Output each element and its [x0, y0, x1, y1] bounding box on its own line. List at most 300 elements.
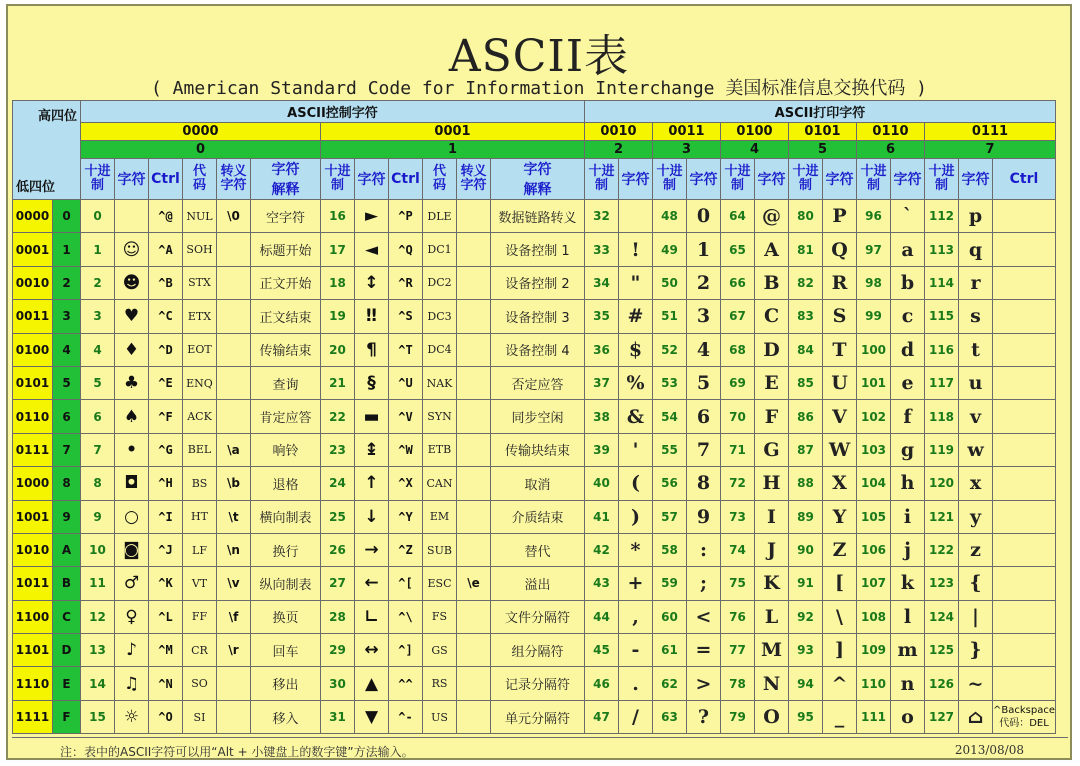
- high-hex-3: 3: [653, 141, 721, 159]
- print-char: D: [755, 333, 789, 366]
- col-label-char: 字符: [959, 159, 993, 200]
- print-dec: 80: [789, 200, 823, 233]
- print-char: l: [891, 600, 925, 633]
- ctrl-dec: 31: [321, 700, 355, 733]
- ctrl-desc: 响铃: [251, 433, 321, 466]
- high-bin-1: 0001: [321, 123, 585, 141]
- high-hex-5: 5: [789, 141, 857, 159]
- print-char: X: [823, 467, 857, 500]
- ctrl-code: NUL: [183, 200, 217, 233]
- ctrl-escape: [217, 366, 251, 399]
- col-label-char: 字符: [755, 159, 789, 200]
- ctrl-glyph: ☺: [115, 233, 149, 266]
- col-label-dec: 十进 制: [653, 159, 687, 200]
- low-hex: 3: [53, 300, 81, 333]
- print-char: ;: [687, 567, 721, 600]
- print-char: [619, 200, 653, 233]
- print-dec: 113: [925, 233, 959, 266]
- last-ctrl: [993, 200, 1056, 233]
- print-char: n: [891, 667, 925, 700]
- high-hex-6: 6: [857, 141, 925, 159]
- last-ctrl: [993, 600, 1056, 633]
- low-hex: 6: [53, 400, 81, 433]
- print-dec: 68: [721, 333, 755, 366]
- print-dec: 105: [857, 500, 891, 533]
- print-dec: 57: [653, 500, 687, 533]
- table-corner: [13, 101, 81, 200]
- print-dec: 58: [653, 533, 687, 566]
- col-label-desc: 字符 解释: [251, 159, 321, 200]
- corner-low-label: 低四位: [16, 180, 56, 195]
- print-dec: 70: [721, 400, 755, 433]
- ctrl-desc: 横向制表: [251, 500, 321, 533]
- page-title: ASCII表: [448, 31, 630, 82]
- ctrl-dec: 15: [81, 700, 115, 733]
- ctrl-code: ESC: [423, 567, 457, 600]
- print-dec: 52: [653, 333, 687, 366]
- ctrl-dec: 10: [81, 533, 115, 566]
- ctrl-dec: 8: [81, 467, 115, 500]
- print-char: Y: [823, 500, 857, 533]
- ctrl-escape: [217, 400, 251, 433]
- table-row: [13, 333, 1056, 366]
- low-hex: 4: [53, 333, 81, 366]
- print-char: .: [619, 667, 653, 700]
- print-char: 9: [687, 500, 721, 533]
- ctrl-glyph: ◙: [115, 533, 149, 566]
- print-dec: 75: [721, 567, 755, 600]
- print-char: u: [959, 366, 993, 399]
- ctrl-dec: 5: [81, 366, 115, 399]
- ctrl-dec: 6: [81, 400, 115, 433]
- ctrl-key: ^E: [149, 366, 183, 399]
- print-char: v: [959, 400, 993, 433]
- print-dec: 35: [585, 300, 619, 333]
- table-row: [13, 467, 1056, 500]
- col-label-desc: 字符 解释: [491, 159, 585, 200]
- ctrl-key: ^O: [149, 700, 183, 733]
- print-char: `: [891, 200, 925, 233]
- ctrl-key: ^B: [149, 266, 183, 299]
- ctrl-desc: 设备控制 4: [491, 333, 585, 366]
- ctrl-code: DLE: [423, 200, 457, 233]
- print-char: Q: [823, 233, 857, 266]
- low-bin: 1110: [13, 667, 53, 700]
- print-dec: 99: [857, 300, 891, 333]
- group-printable-label: ASCII打印字符: [585, 101, 1056, 123]
- ctrl-key: ^R: [389, 266, 423, 299]
- ctrl-key: ^I: [149, 500, 183, 533]
- ctrl-escape: [217, 667, 251, 700]
- ctrl-escape: \r: [217, 634, 251, 667]
- print-dec: 119: [925, 433, 959, 466]
- low-hex: C: [53, 600, 81, 633]
- print-dec: 43: [585, 567, 619, 600]
- print-char: &: [619, 400, 653, 433]
- ctrl-key: ^H: [149, 467, 183, 500]
- print-char: S: [823, 300, 857, 333]
- print-char: ): [619, 500, 653, 533]
- ctrl-escape: [457, 200, 491, 233]
- ctrl-glyph: ♪: [115, 634, 149, 667]
- print-dec: 36: [585, 333, 619, 366]
- ctrl-code: BS: [183, 467, 217, 500]
- low-bin: 0001: [13, 233, 53, 266]
- print-char: ': [619, 433, 653, 466]
- print-dec: 121: [925, 500, 959, 533]
- low-bin: 0100: [13, 333, 53, 366]
- ctrl-dec: 9: [81, 500, 115, 533]
- low-bin: 1001: [13, 500, 53, 533]
- last-ctrl: [993, 400, 1056, 433]
- print-dec: 55: [653, 433, 687, 466]
- print-dec: 79: [721, 700, 755, 733]
- ctrl-code: EOT: [183, 333, 217, 366]
- footer-date: 2013/08/08: [954, 743, 1024, 757]
- print-dec: 93: [789, 634, 823, 667]
- ctrl-key: ^P: [389, 200, 423, 233]
- ctrl-code: SUB: [423, 533, 457, 566]
- ctrl-key: ^M: [149, 634, 183, 667]
- ctrl-escape: [457, 433, 491, 466]
- low-bin: 1100: [13, 600, 53, 633]
- ctrl-code: RS: [423, 667, 457, 700]
- ctrl-escape: [457, 333, 491, 366]
- ctrl-dec: 16: [321, 200, 355, 233]
- print-dec: 107: [857, 567, 891, 600]
- ctrl-glyph: ▼: [355, 700, 389, 733]
- print-dec: 56: [653, 467, 687, 500]
- table-row: [13, 533, 1056, 566]
- low-bin: 1111: [13, 700, 53, 733]
- print-dec: 120: [925, 467, 959, 500]
- last-ctrl: [993, 233, 1056, 266]
- print-char: \: [823, 600, 857, 633]
- ctrl-key: ^-: [389, 700, 423, 733]
- ctrl-desc: 否定应答: [491, 366, 585, 399]
- footer-note: 注：表中的ASCII字符可以用“Alt + 小键盘上的数字键”方法输入。: [60, 745, 414, 759]
- last-ctrl: ^Backspace 代码：DEL: [993, 700, 1056, 733]
- ctrl-desc: 设备控制 3: [491, 300, 585, 333]
- print-char: o: [891, 700, 925, 733]
- ctrl-code: CR: [183, 634, 217, 667]
- high-hex-2: 2: [585, 141, 653, 159]
- table-row: [13, 567, 1056, 600]
- ctrl-escape: [457, 500, 491, 533]
- print-dec: 51: [653, 300, 687, 333]
- low-hex: 2: [53, 266, 81, 299]
- low-hex: B: [53, 567, 81, 600]
- ctrl-glyph: ↑: [355, 467, 389, 500]
- ctrl-code: FS: [423, 600, 457, 633]
- print-dec: 46: [585, 667, 619, 700]
- print-dec: 100: [857, 333, 891, 366]
- print-char: c: [891, 300, 925, 333]
- print-dec: 90: [789, 533, 823, 566]
- print-char: x: [959, 467, 993, 500]
- ctrl-glyph: §: [355, 366, 389, 399]
- ctrl-desc: 取消: [491, 467, 585, 500]
- print-dec: 49: [653, 233, 687, 266]
- print-char: [: [823, 567, 857, 600]
- ctrl-desc: 肯定应答: [251, 400, 321, 433]
- ctrl-desc: 溢出: [491, 567, 585, 600]
- ctrl-glyph: ♣: [115, 366, 149, 399]
- low-bin: 0011: [13, 300, 53, 333]
- low-hex: 8: [53, 467, 81, 500]
- ctrl-dec: 30: [321, 667, 355, 700]
- print-dec: 123: [925, 567, 959, 600]
- low-bin: 0010: [13, 266, 53, 299]
- print-char: =: [687, 634, 721, 667]
- ctrl-desc: 正文开始: [251, 266, 321, 299]
- print-char: ?: [687, 700, 721, 733]
- print-char: N: [755, 667, 789, 700]
- ctrl-escape: [457, 467, 491, 500]
- print-dec: 53: [653, 366, 687, 399]
- ctrl-key: ^K: [149, 567, 183, 600]
- print-dec: 86: [789, 400, 823, 433]
- ctrl-code: STX: [183, 266, 217, 299]
- print-dec: 60: [653, 600, 687, 633]
- table-row: [13, 366, 1056, 399]
- ctrl-glyph: ►: [355, 200, 389, 233]
- print-dec: 117: [925, 366, 959, 399]
- print-dec: 95: [789, 700, 823, 733]
- ctrl-escape: [217, 233, 251, 266]
- high-hex-7: 7: [925, 141, 1056, 159]
- ctrl-dec: 25: [321, 500, 355, 533]
- group-control-label: ASCII控制字符: [81, 101, 585, 123]
- print-char: R: [823, 266, 857, 299]
- ctrl-desc: 正文结束: [251, 300, 321, 333]
- col-label-char: 字符: [619, 159, 653, 200]
- print-char: d: [891, 333, 925, 366]
- print-char: 1: [687, 233, 721, 266]
- print-dec: 37: [585, 366, 619, 399]
- print-char: C: [755, 300, 789, 333]
- print-char: @: [755, 200, 789, 233]
- print-char: 0: [687, 200, 721, 233]
- print-char: E: [755, 366, 789, 399]
- ctrl-code: SYN: [423, 400, 457, 433]
- ctrl-key: ^J: [149, 533, 183, 566]
- print-char: 4: [687, 333, 721, 366]
- ctrl-dec: 17: [321, 233, 355, 266]
- ctrl-code: GS: [423, 634, 457, 667]
- low-hex: 7: [53, 433, 81, 466]
- print-char: ⌂: [959, 700, 993, 733]
- table-row: [13, 433, 1056, 466]
- ctrl-glyph: ♠: [115, 400, 149, 433]
- ctrl-glyph: ◄: [355, 233, 389, 266]
- print-char: ]: [823, 634, 857, 667]
- print-dec: 125: [925, 634, 959, 667]
- ctrl-desc: 设备控制 1: [491, 233, 585, 266]
- last-ctrl: [993, 333, 1056, 366]
- ctrl-glyph: ○: [115, 500, 149, 533]
- col-label-char: 字符: [891, 159, 925, 200]
- print-char: ,: [619, 600, 653, 633]
- ctrl-escape: \b: [217, 467, 251, 500]
- low-bin: 0000: [13, 200, 53, 233]
- table-row: [13, 300, 1056, 333]
- low-bin: 1010: [13, 533, 53, 566]
- ctrl-glyph: ◘: [115, 467, 149, 500]
- print-dec: 44: [585, 600, 619, 633]
- ctrl-code: DC3: [423, 300, 457, 333]
- ctrl-desc: 移入: [251, 700, 321, 733]
- ctrl-key: ^@: [149, 200, 183, 233]
- print-dec: 65: [721, 233, 755, 266]
- ctrl-dec: 28: [321, 600, 355, 633]
- col-label-dec: 十进 制: [925, 159, 959, 200]
- ctrl-code: FF: [183, 600, 217, 633]
- ctrl-glyph: ☼: [115, 700, 149, 733]
- high-hex-4: 4: [721, 141, 789, 159]
- print-dec: 82: [789, 266, 823, 299]
- ctrl-key: ^Z: [389, 533, 423, 566]
- high-bin-7: 0111: [925, 123, 1056, 141]
- ctrl-key: ^[: [389, 567, 423, 600]
- low-hex: 5: [53, 366, 81, 399]
- print-dec: 38: [585, 400, 619, 433]
- ctrl-dec: 22: [321, 400, 355, 433]
- print-char: M: [755, 634, 789, 667]
- print-dec: 62: [653, 667, 687, 700]
- ctrl-key: ^\: [389, 600, 423, 633]
- print-dec: 85: [789, 366, 823, 399]
- low-hex: F: [53, 700, 81, 733]
- print-dec: 122: [925, 533, 959, 566]
- print-dec: 114: [925, 266, 959, 299]
- print-char: ^: [823, 667, 857, 700]
- print-char: >: [687, 667, 721, 700]
- ctrl-key: ^N: [149, 667, 183, 700]
- ctrl-glyph: [115, 200, 149, 233]
- high-bin-6: 0110: [857, 123, 925, 141]
- print-dec: 66: [721, 266, 755, 299]
- ctrl-glyph: ∟: [355, 600, 389, 633]
- corner-high-label: 高四位: [37, 109, 77, 124]
- ctrl-code: SI: [183, 700, 217, 733]
- print-dec: 98: [857, 266, 891, 299]
- print-dec: 106: [857, 533, 891, 566]
- print-char: j: [891, 533, 925, 566]
- print-char: J: [755, 533, 789, 566]
- low-bin: 1011: [13, 567, 53, 600]
- print-dec: 42: [585, 533, 619, 566]
- print-char: *: [619, 533, 653, 566]
- ctrl-desc: 组分隔符: [491, 634, 585, 667]
- print-dec: 91: [789, 567, 823, 600]
- print-char: I: [755, 500, 789, 533]
- print-dec: 77: [721, 634, 755, 667]
- print-dec: 92: [789, 600, 823, 633]
- print-char: 7: [687, 433, 721, 466]
- ctrl-desc: 换页: [251, 600, 321, 633]
- ctrl-desc: 退格: [251, 467, 321, 500]
- ctrl-code: DC1: [423, 233, 457, 266]
- ctrl-escape: [457, 700, 491, 733]
- ctrl-dec: 20: [321, 333, 355, 366]
- ctrl-escape: \0: [217, 200, 251, 233]
- print-dec: 127: [925, 700, 959, 733]
- print-dec: 59: [653, 567, 687, 600]
- ctrl-desc: 换行: [251, 533, 321, 566]
- print-char: w: [959, 433, 993, 466]
- low-bin: 0101: [13, 366, 53, 399]
- low-hex: A: [53, 533, 81, 566]
- last-ctrl: [993, 433, 1056, 466]
- col-label-char: 字符: [823, 159, 857, 200]
- ctrl-code: SO: [183, 667, 217, 700]
- low-bin: 1101: [13, 634, 53, 667]
- ctrl-code: HT: [183, 500, 217, 533]
- low-bin: 0111: [13, 433, 53, 466]
- ctrl-glyph: ♫: [115, 667, 149, 700]
- ctrl-dec: 7: [81, 433, 115, 466]
- high-bin-5: 0101: [789, 123, 857, 141]
- print-dec: 39: [585, 433, 619, 466]
- col-label-dec: 十进 制: [585, 159, 619, 200]
- ctrl-desc: 传输结束: [251, 333, 321, 366]
- print-dec: 73: [721, 500, 755, 533]
- print-dec: 81: [789, 233, 823, 266]
- last-ctrl: [993, 634, 1056, 667]
- print-dec: 110: [857, 667, 891, 700]
- ctrl-code: NAK: [423, 366, 457, 399]
- print-dec: 50: [653, 266, 687, 299]
- print-char: (: [619, 467, 653, 500]
- print-char: f: [891, 400, 925, 433]
- ctrl-key: ^W: [389, 433, 423, 466]
- ctrl-desc: 介质结束: [491, 500, 585, 533]
- print-char: |: [959, 600, 993, 633]
- print-char: }: [959, 634, 993, 667]
- print-char: U: [823, 366, 857, 399]
- print-char: i: [891, 500, 925, 533]
- print-dec: 33: [585, 233, 619, 266]
- ctrl-key: ^S: [389, 300, 423, 333]
- print-char: {: [959, 567, 993, 600]
- ctrl-escape: \v: [217, 567, 251, 600]
- print-char: k: [891, 567, 925, 600]
- ctrl-key: ^A: [149, 233, 183, 266]
- print-char: F: [755, 400, 789, 433]
- print-char: :: [687, 533, 721, 566]
- ctrl-desc: 文件分隔符: [491, 600, 585, 633]
- ctrl-dec: 26: [321, 533, 355, 566]
- print-dec: 102: [857, 400, 891, 433]
- high-bin-4: 0100: [721, 123, 789, 141]
- table-row: [13, 667, 1056, 700]
- low-bin: 1000: [13, 467, 53, 500]
- print-dec: 74: [721, 533, 755, 566]
- ctrl-dec: 21: [321, 366, 355, 399]
- high-hex-0: 0: [81, 141, 321, 159]
- ctrl-glyph: ♥: [115, 300, 149, 333]
- high-bin-3: 0011: [653, 123, 721, 141]
- low-hex: 9: [53, 500, 81, 533]
- ctrl-dec: 1: [81, 233, 115, 266]
- col-label-dec: 十进 制: [789, 159, 823, 200]
- print-char: y: [959, 500, 993, 533]
- ctrl-code: DC2: [423, 266, 457, 299]
- print-dec: 67: [721, 300, 755, 333]
- print-char: !: [619, 233, 653, 266]
- print-char: %: [619, 366, 653, 399]
